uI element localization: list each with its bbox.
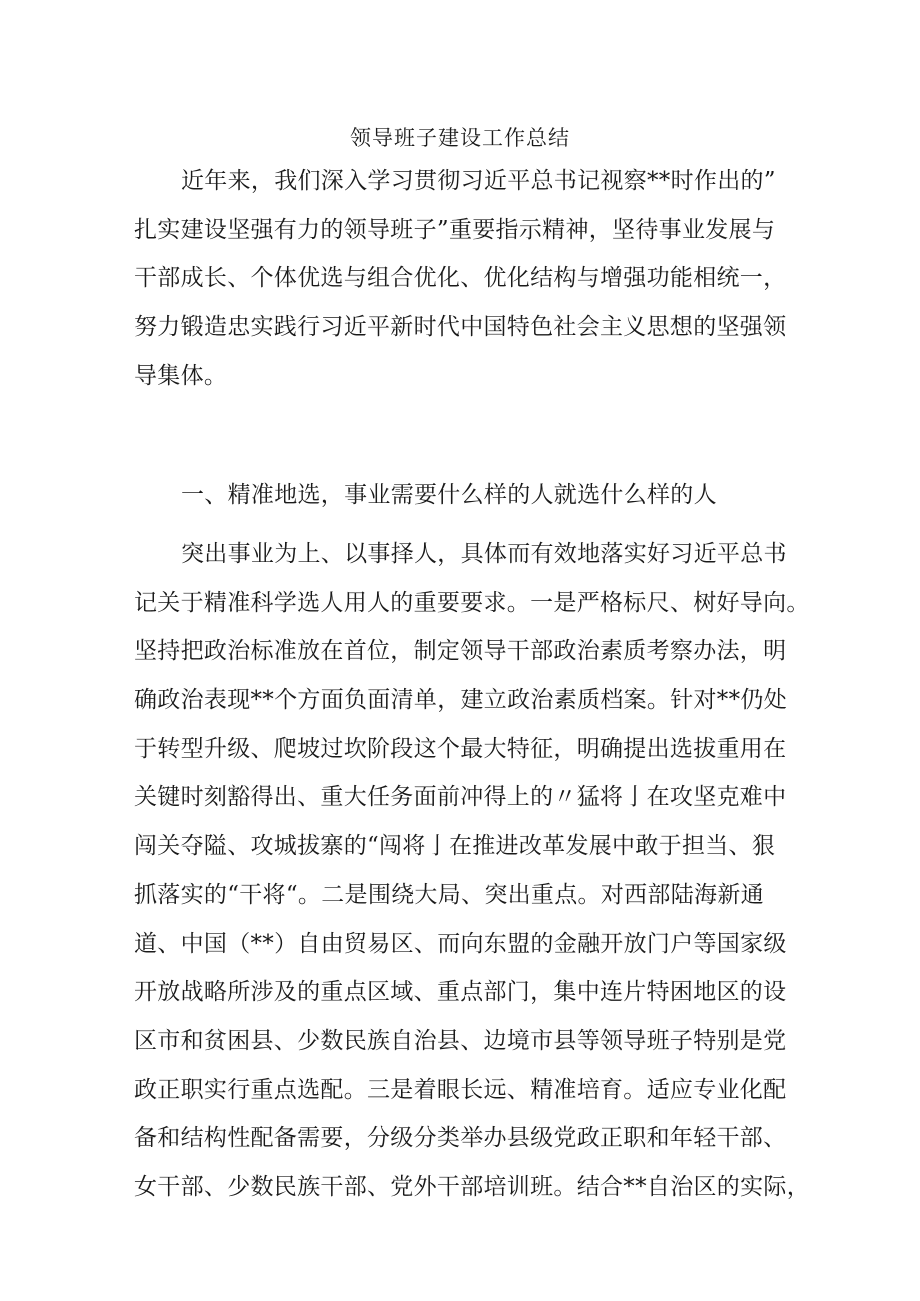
- paragraph-line: 近年来，我们深入学习贯彻习近平总书记视察**时作出的”: [181, 168, 776, 194]
- paragraph-line: 干部成长、个体优选与组合优化、优化结构与增强功能相统一，: [134, 265, 787, 292]
- paragraph-line: 突出事业为上、以事择人，具体而有效地落实好习近平总书: [181, 541, 787, 567]
- paragraph-line: 区市和贫困县、少数民族自治县、边境市县等领导班子特别是党: [134, 1027, 787, 1054]
- paragraph-line: 坚持把政治标准放在首位，制定领导干部政治素质考察办法，明: [134, 638, 787, 665]
- paragraph-1: [134, 157, 804, 400]
- paragraph-line: 确政治表现**个方面负面清单，建立政治素质档案。针对**仍处: [134, 687, 787, 714]
- paragraph-line: 记关于精准科学选人用人的重要要求。一是严格标尺、树好导向。: [134, 589, 810, 616]
- paragraph-line: 抓落实的“干将“。二是围绕大局、突出重点。对西部陆海新通: [134, 881, 764, 908]
- paragraph-2: [134, 530, 810, 1212]
- paragraph-line: 扎实建设坚强有力的领导班子”重要指示精神，坚待事业发展与: [134, 216, 776, 243]
- paragraph-line: 政正职实行重点选配。三是着眼长远、精准培育。适应专业化配: [134, 1076, 787, 1103]
- paragraph-line: 努力锻造忠实践行习近平新时代中国特色社会主义思想的坚强领: [134, 314, 787, 341]
- paragraph-line: 关键时刻豁得出、重大任务面前冲得上的〃猛将亅在攻坚克难中: [134, 784, 787, 811]
- paragraph-line: 闯关夺隘、攻城拔寨的“闯将亅在推进改革发展中敢于担当、狠: [134, 833, 776, 860]
- paragraph-line: 于转型升级、爬坡过坎阶段这个最大特征，明确提出选拔重用在: [134, 735, 787, 762]
- section-heading: [134, 471, 804, 520]
- paragraph-line: 女干部、少数民族干部、党外干部培训班。结合**自治区的实际，: [134, 1173, 810, 1200]
- document-title: 领导班子建设工作总结: [350, 126, 570, 150]
- paragraph-line: 道、中国（**）自由贸易区、而向东盟的金融开放门户等国家级: [134, 930, 787, 957]
- paragraph-line: 导集体。: [134, 362, 228, 389]
- paragraph-line: 备和结构性配备需要，分级分类举办县级党政正职和年轻干部、: [134, 1125, 787, 1152]
- section-heading-text: 一、精准地选，事业需要什么样的人就选什么样的人: [181, 482, 717, 508]
- paragraph-line: 开放战略所涉及的重点区域、重点部门，集中连片特困地区的设: [134, 979, 787, 1006]
